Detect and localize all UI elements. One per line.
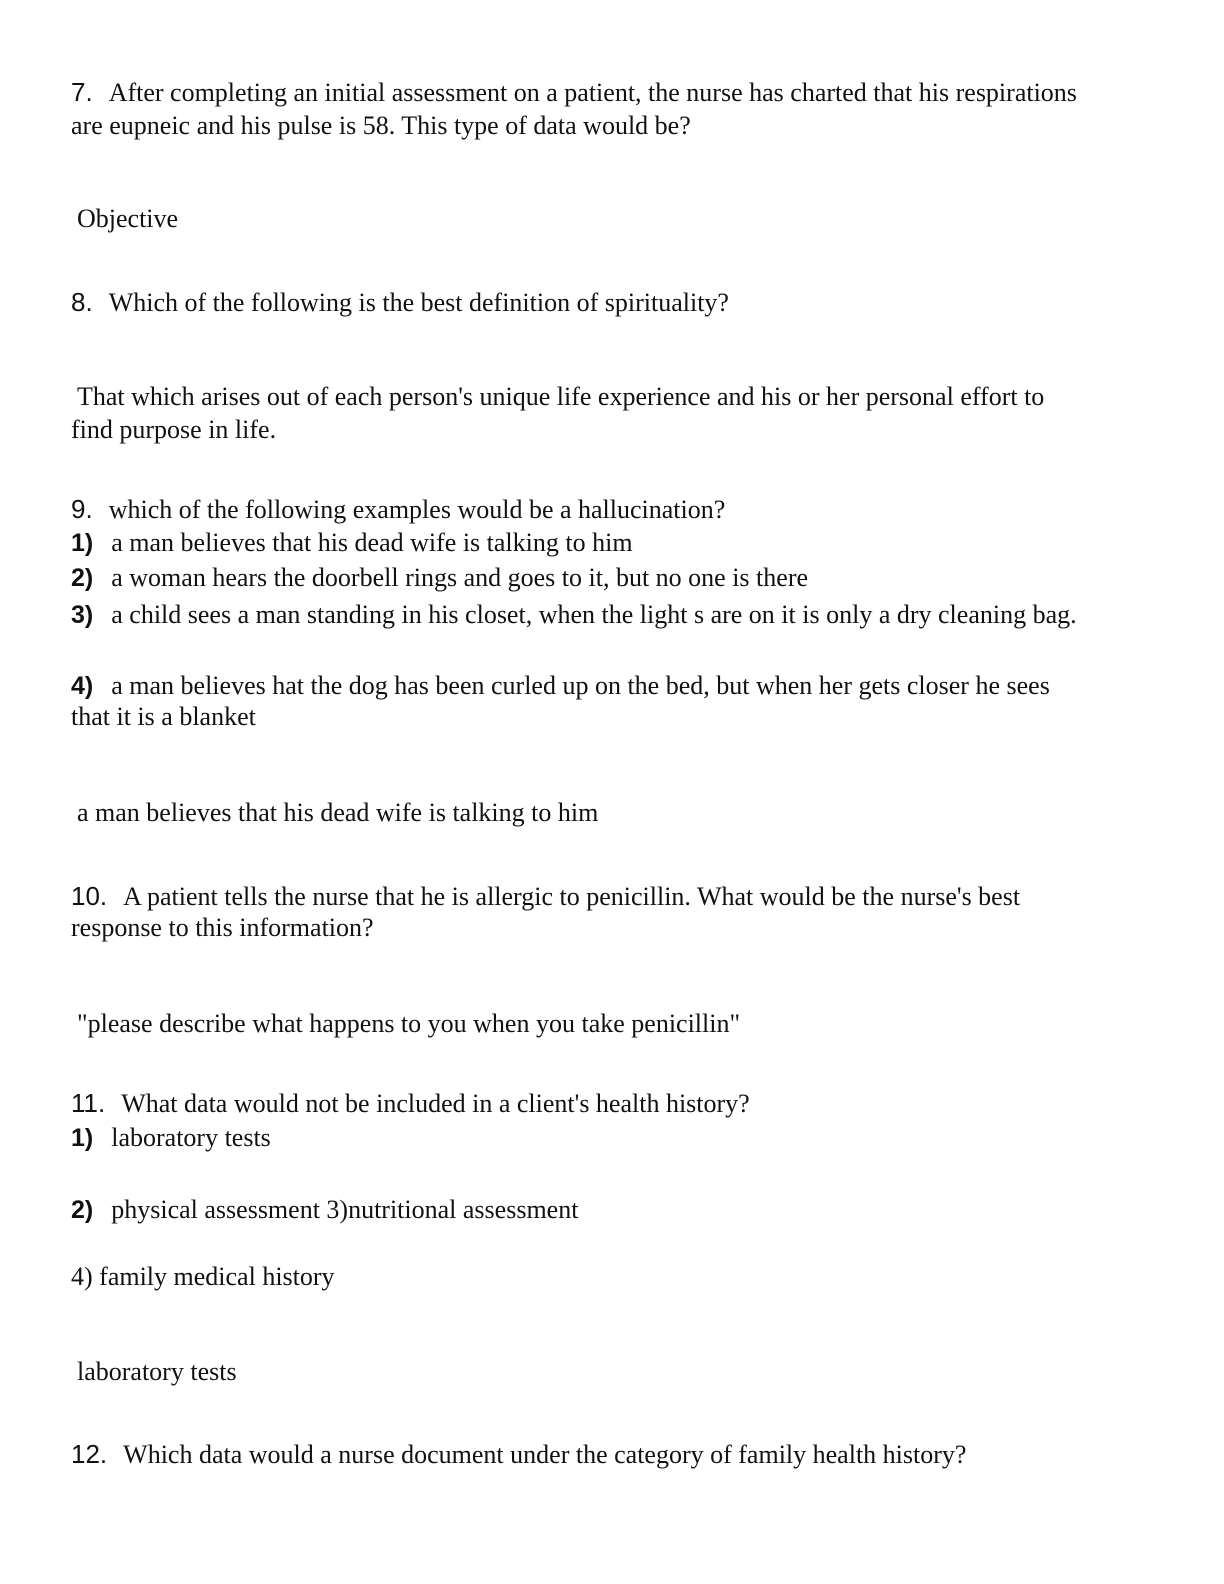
question-number: 7. [71, 77, 93, 107]
option-label: 2) [71, 564, 94, 592]
question-7 [71, 76, 1151, 109]
option-3 [71, 599, 1151, 631]
option-text: a man believes that his dead wife is talking to him [111, 528, 633, 557]
question-10 [71, 880, 1151, 913]
question-text: which of the following examples would be a hallucination? [108, 495, 726, 524]
option-4-continuation: that it is a blanket [71, 702, 256, 731]
option-1 [71, 527, 1151, 559]
question-number: 10. [71, 881, 108, 911]
answer-text: That which arises out of each person's unique life experience and his or her personal effort to [77, 382, 1045, 411]
option-text: a child sees a man standing in his closet, when the light s are on it is only a dry cleaning bag. [111, 600, 1077, 629]
option-1 [71, 1122, 1151, 1154]
question-text-continuation: are eupneic and his pulse is 58. This type of data would be? [71, 111, 691, 140]
question-9 [71, 493, 1151, 526]
answer-text: laboratory tests [77, 1357, 237, 1386]
option-text: physical assessment 3)nutritional assessment [111, 1195, 579, 1224]
question-number: 8. [71, 287, 93, 317]
answer-text: "please describe what happens to you when you take penicillin" [77, 1009, 741, 1038]
question-number: 11. [71, 1088, 106, 1118]
answer-text: Objective [77, 204, 179, 233]
option-label: 2) [71, 1196, 94, 1224]
option-text: laboratory tests [111, 1123, 271, 1152]
option-2 [71, 1194, 1151, 1226]
option-text: a man believes hat the dog has been curled up on the bed, but when her gets closer he sees [111, 671, 1050, 700]
option-label: 1) [71, 529, 94, 557]
answer-text: a man believes that his dead wife is talking to him [77, 798, 599, 827]
question-text: Which data would a nurse document under the category of family health history? [123, 1440, 967, 1469]
option-label: 3) [71, 601, 94, 629]
option-4 [71, 670, 1151, 702]
question-11 [71, 1087, 1151, 1120]
question-text: Which of the following is the best definition of spirituality? [108, 288, 729, 317]
question-number: 9. [71, 494, 93, 524]
option-text: a woman hears the doorbell rings and goes to it, but no one is there [111, 563, 809, 592]
answer-text-continuation: find purpose in life. [71, 415, 277, 444]
question-text: After completing an initial assessment on a patient, the nurse has charted that his respirations [108, 78, 1077, 107]
option-label: 1) [71, 1124, 94, 1152]
question-8 [71, 286, 1151, 319]
option-2 [71, 562, 1151, 594]
question-12 [71, 1438, 1151, 1471]
question-text: What data would not be included in a client's health history? [121, 1089, 750, 1118]
option-4: 4) family medical history [71, 1262, 335, 1291]
option-label: 4) [71, 672, 94, 700]
question-text-continuation: response to this information? [71, 913, 374, 942]
question-number: 12. [71, 1439, 108, 1469]
question-text: A patient tells the nurse that he is allergic to penicillin. What would be the nurse's best [123, 882, 1021, 911]
